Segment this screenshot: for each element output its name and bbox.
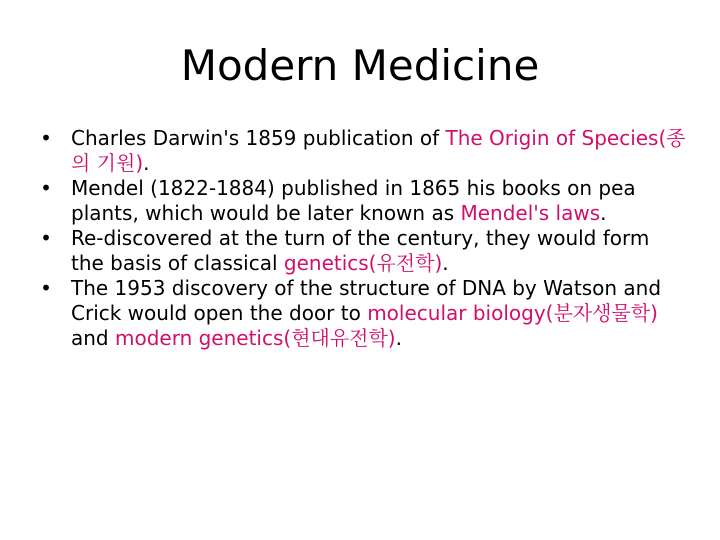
- bullet-item: [36, 276, 688, 351]
- bullet-text: Mendel (1822-1884) published in 1865 his books on pea plants, which would be later known as: [71, 176, 636, 225]
- bullet-text: .: [395, 326, 402, 350]
- bullet-text: and: [71, 326, 115, 350]
- modern-genetics-highlight: modern genetics(현대유전학): [114, 326, 396, 350]
- book-title-highlight: The Origin of Species(종의 기원): [71, 126, 686, 175]
- bullet-point-icon: •: [40, 126, 52, 150]
- mendels-laws-highlight: Mendel's laws: [460, 201, 601, 225]
- bullet-text: .: [143, 151, 150, 175]
- bullet-item: [36, 226, 688, 276]
- bullet-item: [36, 126, 688, 176]
- bullet-text: Charles Darwin's 1859 publication of: [71, 126, 446, 150]
- bullet-point-icon: •: [40, 226, 52, 250]
- bullet-item: [36, 176, 688, 226]
- genetics-highlight: genetics(유전학): [283, 251, 443, 275]
- bullet-list: [36, 126, 688, 351]
- bullet-point-icon: •: [40, 176, 52, 200]
- molecular-biology-highlight: molecular biology(분자생물학): [367, 301, 658, 325]
- bullet-point-icon: •: [40, 276, 52, 300]
- bullet-text: Re-discovered at the turn of the century, they would form the basis of classical: [71, 226, 650, 275]
- bullet-text: .: [600, 201, 607, 225]
- bullet-text: The 1953 discovery of the structure of DNA by Watson and Crick would open the door to: [71, 276, 662, 325]
- bullet-text: .: [442, 251, 449, 275]
- slide-title: Modern Medicine: [180, 41, 540, 90]
